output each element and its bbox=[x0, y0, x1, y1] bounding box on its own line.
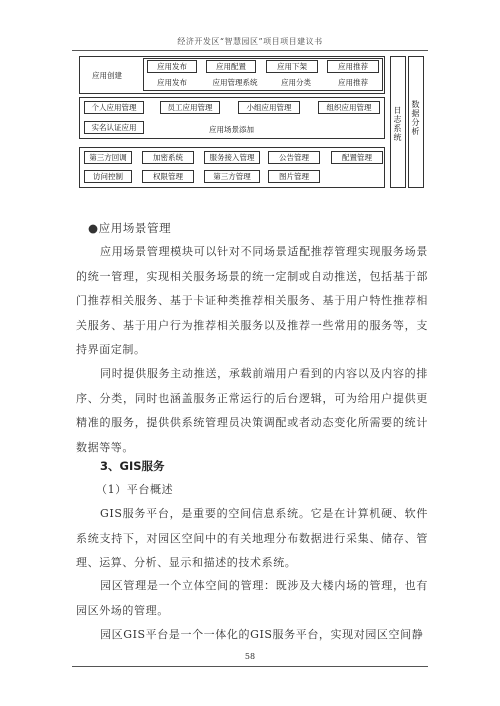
r2-publish: 应用发布 bbox=[147, 76, 197, 89]
app-create-label: 应用创建 bbox=[92, 71, 122, 80]
page-number: 58 bbox=[244, 652, 256, 661]
r1-publish: 应用发布 bbox=[147, 60, 197, 73]
r2-mgmt-system: 应用管理系统 bbox=[202, 76, 268, 89]
r4-callback: 第三方回调 bbox=[84, 151, 132, 164]
scene-add-label: 应用场景添加 bbox=[209, 125, 254, 134]
data-analysis-label: 数据分析 bbox=[411, 100, 420, 136]
r4-notice: 公告管理 bbox=[268, 151, 320, 164]
bullet-title: ●应用场景管理 bbox=[88, 221, 172, 235]
r5-access-control: 访问控制 bbox=[84, 170, 132, 183]
r2-category: 应用分类 bbox=[270, 76, 322, 89]
paragraph-4: 园区管理是一个立体空间的管理：既涉及大楼内场的管理，也有园区外场的管理。 bbox=[76, 579, 428, 617]
r4-encrypt: 加密系统 bbox=[142, 151, 194, 164]
r3-group: 小组应用管理 bbox=[238, 101, 300, 114]
r3-org: 组织应用管理 bbox=[318, 101, 380, 114]
r1-config: 应用配置 bbox=[206, 60, 256, 73]
r1-offline: 应用下架 bbox=[266, 60, 318, 73]
r4-access: 服务接入管理 bbox=[204, 151, 260, 164]
r3-staff: 员工应用管理 bbox=[160, 101, 220, 114]
r5-permission: 权限管理 bbox=[142, 170, 194, 183]
section-heading: 3、GIS服务 bbox=[100, 459, 165, 473]
r3-personal: 个人应用管理 bbox=[84, 101, 144, 114]
header-divider bbox=[72, 50, 428, 51]
paragraph-5: 园区GIS平台是一个一体化的GIS服务平台，实现对园区空间静 bbox=[100, 628, 424, 641]
realname-app: 实名认证应用 bbox=[84, 121, 144, 134]
r5-thirdparty: 第三方管理 bbox=[204, 170, 260, 183]
sub-heading: （1）平台概述 bbox=[96, 483, 174, 496]
r1-recommend: 应用推荐 bbox=[327, 60, 379, 73]
footer-divider bbox=[72, 666, 428, 667]
r2-recommend: 应用推荐 bbox=[327, 76, 379, 89]
paragraph-2: 同时提供服务主动推送，承载前端用户看到的内容以及内容的排序、分类，同时也涵盖服务正常运行的后台逻辑，可为给用户提供更精准的服务，提供供系统管理员决策调配或者动态变化所需要的统计数据等等。 bbox=[76, 367, 428, 454]
r4-config: 配置管理 bbox=[331, 151, 383, 164]
r5-image: 图片管理 bbox=[268, 170, 320, 183]
paragraph-1: 应用场景管理模块可以针对不同场景适配推荐管理实现服务场景的统一管理，实现相关服务场景的统一定制或自动推送，包括基于部门推荐相关服务、基于卡证种类推荐相关服务、基于用户特性推荐相关服务、基于用户行为推荐相关服务以及推荐一些常用的服务等，支持界面定制。 bbox=[76, 245, 428, 356]
page-header: 经济开发区“智慧园区”项目项目建议书 bbox=[177, 37, 323, 46]
paragraph-3: GIS服务平台，是重要的空间信息系统。它是在计算机硬、软件系统支持下，对园区空间中的有关地理分布数据进行采集、储存、管理、运算、分析、显示和描述的技术系统。 bbox=[76, 507, 428, 569]
log-system-label: 日志系统 bbox=[393, 106, 402, 142]
